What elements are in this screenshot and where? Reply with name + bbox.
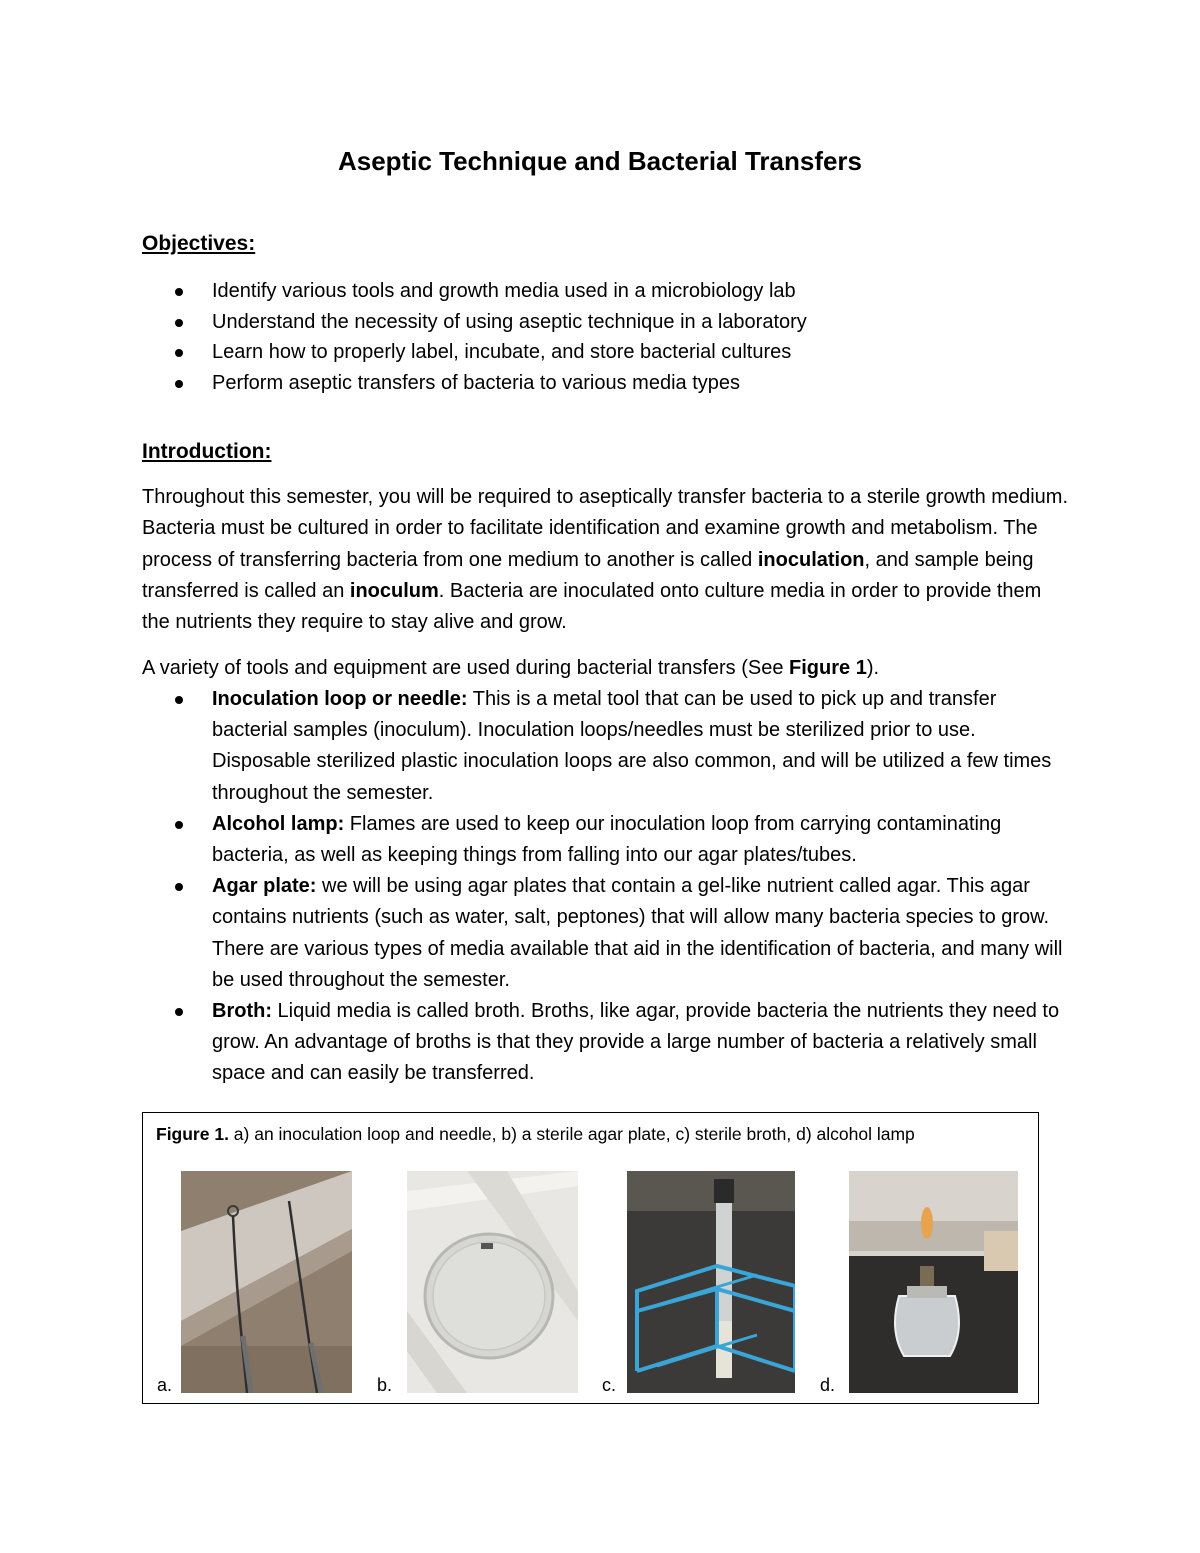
intro-text: . Bacteria are inoculated onto culture media in order to provide them the nutrients they require to stay alive and grow. <box>142 579 1042 634</box>
objectives-heading: Objectives: <box>142 232 256 255</box>
objective-item: Understand the necessity of using aseptic technique in a laboratory <box>142 307 807 338</box>
tool-term: Broth: <box>212 1000 272 1023</box>
objective-item: Learn how to properly label, incubate, and store bacterial cultures <box>142 337 807 368</box>
tools-intro-text: A variety of tools and equipment are used during bacterial transfers (See <box>142 657 790 679</box>
introduction-heading: Introduction: <box>142 440 272 463</box>
panel-label-b: b. <box>377 1375 393 1395</box>
tool-description: This is a metal tool that can be used to pick up and transfer bacterial samples (inoculum). Inoculation loops/needles must be sterilized prior to use. Disposable sterilized plastic inoculation loops are also common, and will be utilized a few times throughout the semester. <box>212 688 1052 804</box>
broth-tube-image <box>627 1171 795 1393</box>
panel-label-d: d. <box>820 1375 836 1395</box>
alcohol-lamp-image <box>849 1171 1018 1393</box>
tool-term: Inoculation loop or needle: <box>212 688 468 710</box>
loop-needle-image <box>181 1171 352 1393</box>
tool-item-broth <box>142 996 1072 1090</box>
figure-box <box>142 1112 1039 1404</box>
term-inoculation: inoculation <box>757 548 865 571</box>
tools-list <box>142 684 1072 1090</box>
tool-item-lamp <box>142 809 1072 871</box>
figure-caption-text: a) an inoculation loop and needle, b) a sterile agar plate, c) sterile broth, d) alcohol lamp <box>228 1124 915 1144</box>
tool-item-loop <box>142 684 1072 809</box>
panel-label-a: a. <box>157 1375 173 1395</box>
photo-agar-plate <box>407 1171 578 1393</box>
agar-plate-image <box>407 1171 578 1393</box>
objectives-list <box>142 276 807 398</box>
document-title: Aseptic Technique and Bacterial Transfers <box>337 146 863 176</box>
figure-label: Figure 1. <box>156 1124 229 1144</box>
tools-intro-text: ). <box>866 657 880 679</box>
tool-item-agar <box>142 871 1072 996</box>
tool-description: we will be using agar plates that contain a gel-like nutrient called agar. This agar contains nutrients (such as water, salt, peptones) that will allow many bacteria species to grow. There are various types of media available that aid in the identification of bacteria, and many will be used throughout the semester. <box>212 875 1063 991</box>
panel-label-c: c. <box>602 1375 617 1395</box>
tool-term: Alcohol lamp: <box>212 812 345 835</box>
figure-caption <box>156 1124 915 1145</box>
intro-text: , and sample being transferred is called an <box>142 548 1034 602</box>
photo-loop-needle <box>181 1171 352 1393</box>
photo-alcohol-lamp <box>849 1171 1018 1393</box>
photo-broth-tube <box>627 1171 795 1393</box>
tool-description: Liquid media is called broth. Broths, like agar, provide bacteria the nutrients they need to grow. An advantage of broths is that they provide a large number of bacteria a relatively small space and can easily be transferred. <box>212 1000 1060 1085</box>
figure-reference: Figure 1 <box>789 657 867 679</box>
tool-term: Agar plate: <box>212 875 317 898</box>
intro-text: Throughout this semester, you will be required to aseptically transfer bacteria to a sterile growth medium. Bacteria must be cultured in order to facilitate identification and examine growth and metabolism. The process of transferring bacteria from one medium to another is called <box>142 486 1068 571</box>
term-inoculum: inoculum <box>349 579 439 602</box>
objective-item: Identify various tools and growth media used in a microbiology lab <box>142 276 807 307</box>
tools-intro-paragraph <box>142 653 1072 684</box>
intro-paragraph <box>142 482 1072 638</box>
objective-item: Perform aseptic transfers of bacteria to various media types <box>142 368 807 399</box>
tool-description: Flames are used to keep our inoculation loop from carrying contaminating bacteria, as well as keeping things from falling into our agar plates/tubes. <box>212 812 1002 867</box>
